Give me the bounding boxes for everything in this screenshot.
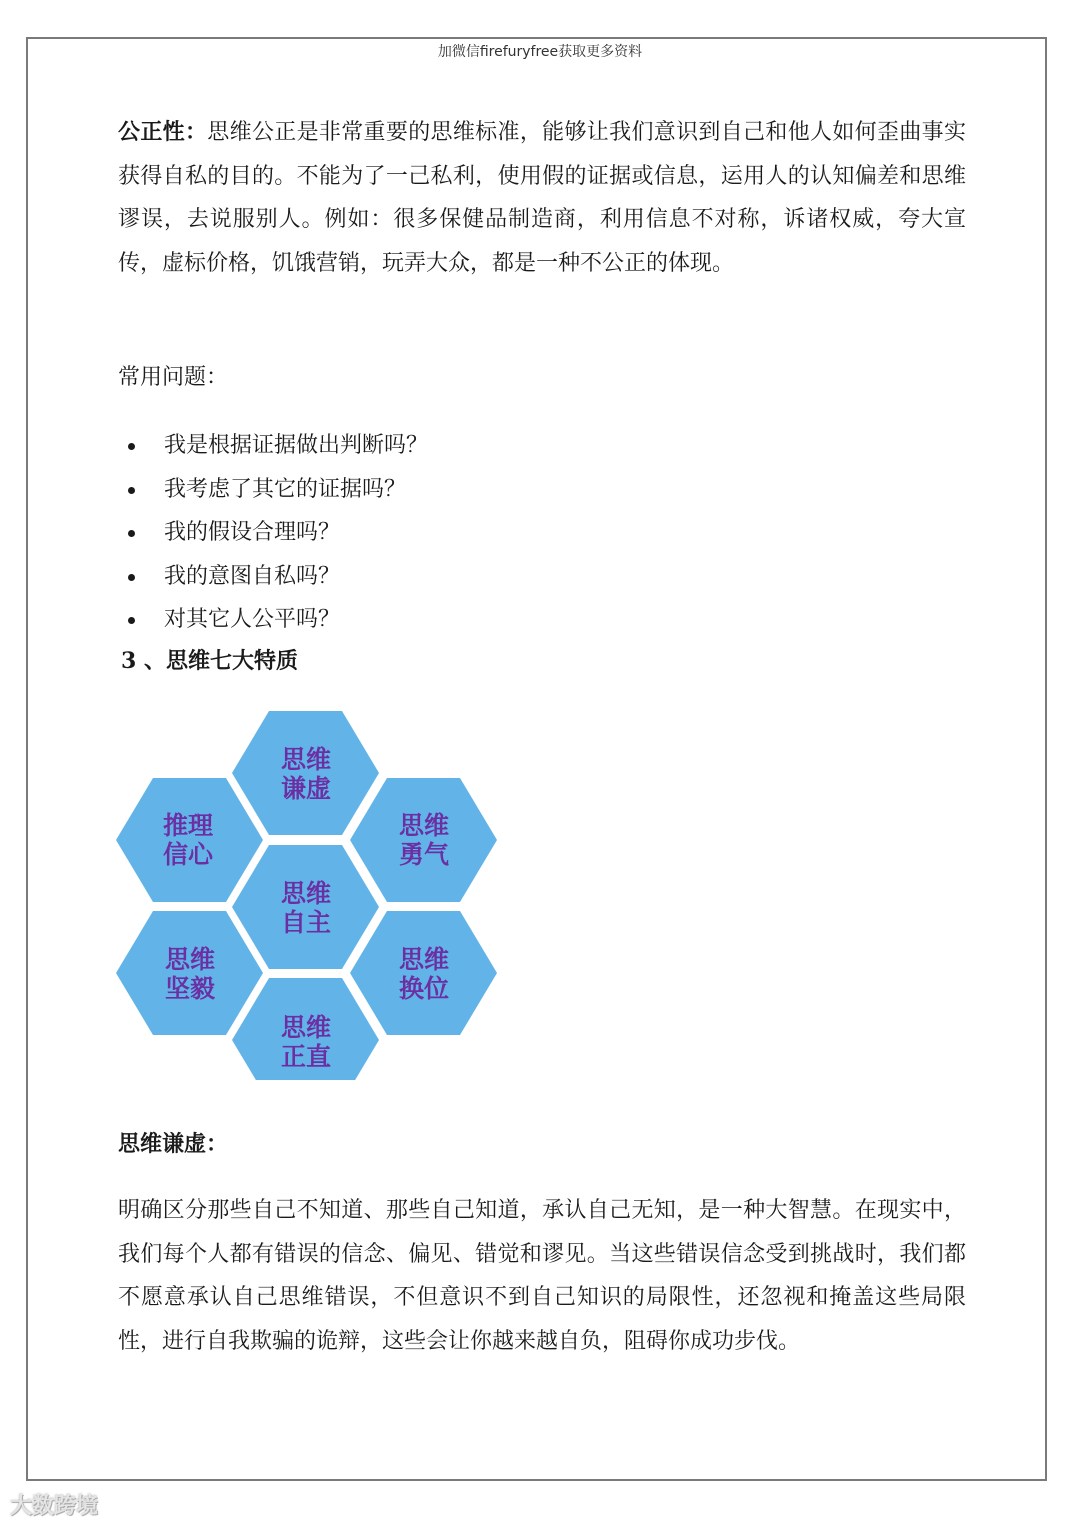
humility-paragraph: 明确区分那些自己不知道、那些自己知道，承认自己无知，是一种大智慧。在现实中，我们每个人都有错误的信念、偏见、错觉和谬见。当这些错误信念受到挑战时，我们都不愿意承认自己思维错误，不但意识不到自己知识的局限性，还忽视和掩盖这些局限性，进行自我欺骗的诡辩，这些会让你越来越自负，阻碍你成功步伐。 [118, 1198, 966, 1354]
list-item: 我的意图自私吗？ [118, 555, 428, 599]
watermark-text: 大数跨境 [10, 1494, 99, 1519]
bullet-icon [128, 487, 135, 494]
watermark-logo [10, 1489, 98, 1520]
trait-lower-left-line1: 思维 [164, 945, 216, 974]
list-item: 对其它人公平吗？ [118, 598, 428, 642]
list-item: 我的假设合理吗？ [118, 511, 428, 555]
question-list [118, 424, 428, 642]
fairness-term: 公正性： [118, 119, 208, 145]
bullet-icon [128, 574, 135, 581]
humility-label: 思维谦虚： [118, 1131, 229, 1157]
trait-lower-right-line1: 思维 [398, 945, 450, 974]
fairness-text: 思维公正是非常重要的思维标准，能够让我们意识到自己和他人如何歪曲事实获得自私的目的。不能为了一己私利，使用假的证据或信息，运用人的认知偏差和思维谬误，去说服别人。例如：很多保健品制造商，利用信息不对称，诉诸权威，夸大宣传，虚标价格，饥饿营销，玩弄大众，都是一种不公正的体现。 [118, 120, 966, 276]
trait-lower-left-line2: 坚毅 [164, 974, 216, 1003]
trait-upper-left-line2: 信心 [162, 840, 214, 869]
fairness-paragraph [118, 111, 966, 285]
trait-bottom-line2: 正直 [280, 1042, 332, 1071]
trait-lower-right-line2: 换位 [398, 974, 450, 1003]
trait-upper-left-line1: 推理 [162, 811, 214, 840]
trait-center-line1: 思维 [280, 879, 332, 908]
trait-upper-right-line2: 勇气 [398, 840, 450, 869]
common-questions-label: 常用问题： [118, 365, 229, 390]
trait-upper-right-line1: 思维 [398, 811, 450, 840]
bullet-icon [128, 617, 135, 624]
header-note: 加微信firefuryfree获取更多资料 [437, 44, 643, 60]
trait-center-line2: 自主 [280, 908, 332, 937]
trait-bottom-line1: 思维 [280, 1013, 332, 1042]
trait-top-line1: 思维 [280, 745, 332, 774]
trait-top-line2: 谦虚 [280, 774, 332, 803]
seven-traits-diagram [112, 708, 502, 1080]
section-title: 3 、思维七大特质 [121, 648, 298, 674]
list-item: 我考虑了其它的证据吗？ [118, 468, 428, 512]
bullet-icon [128, 443, 135, 450]
list-item: 我是根据证据做出判断吗？ [118, 424, 428, 468]
bullet-icon [128, 530, 135, 537]
